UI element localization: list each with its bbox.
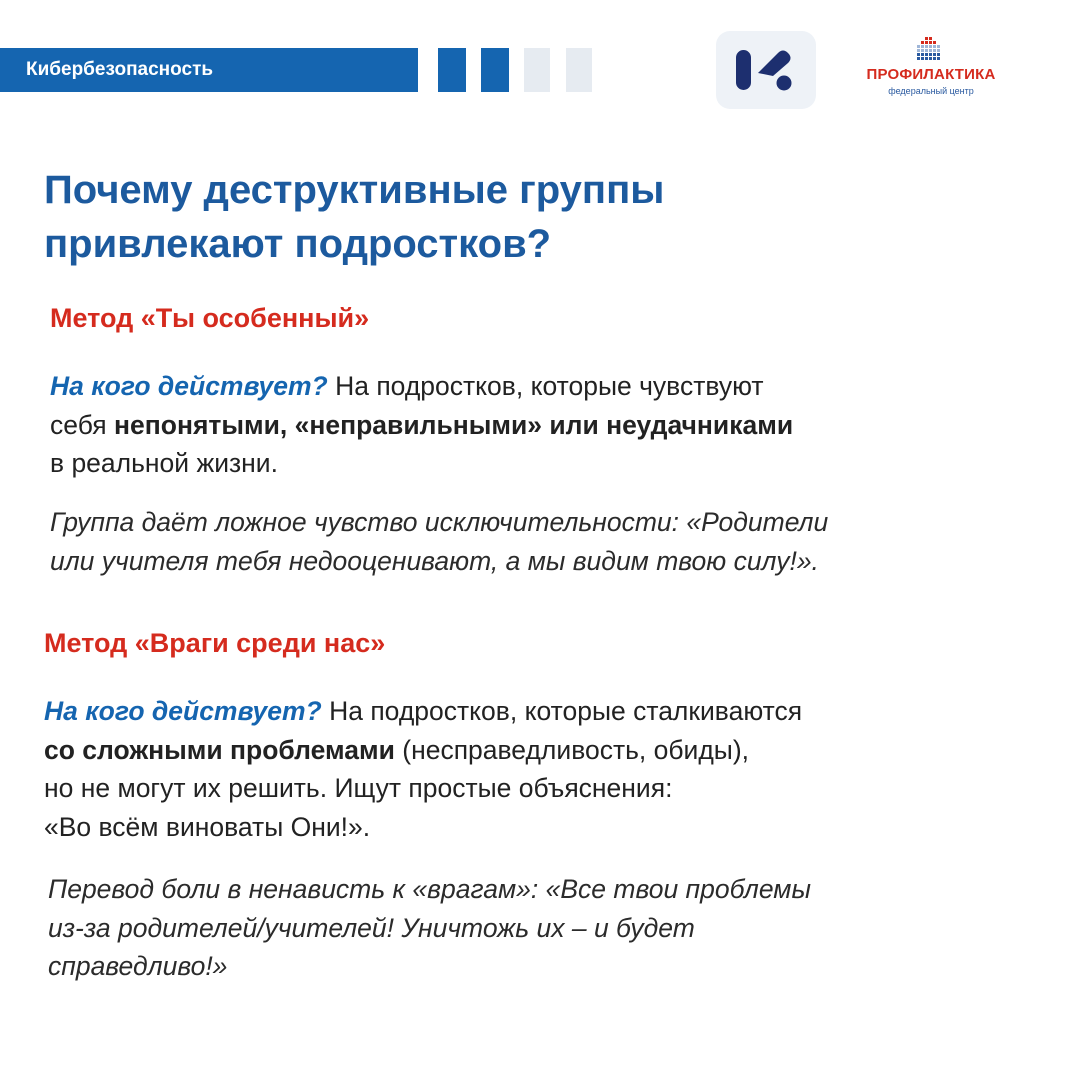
header-block-3 <box>524 48 550 92</box>
partner-name: ПРОФИЛАКТИКА <box>866 66 996 83</box>
method-2-heading: Метод «Враги среди нас» <box>44 628 386 658</box>
method-1-line-2-prefix: себя <box>50 409 114 440</box>
topic-banner <box>0 48 418 92</box>
method-1-bold-text: непонятыми, «неправильными» или неудачниками <box>114 409 794 440</box>
method-2-question: На кого действует? <box>44 696 322 726</box>
method-2-bold-text: со сложными проблемами <box>44 734 395 765</box>
method-2-line-2-text: (несправедливость, обиды), <box>394 734 750 765</box>
method-2-quote-line-2: из-за родителей/учителей! Уничтожь их – и будет <box>48 912 695 943</box>
method-1-heading: Метод «Ты особенный» <box>50 303 370 333</box>
header-block-4 <box>566 48 592 92</box>
topic-label: Кибербезопасность <box>26 59 214 80</box>
header-block-1 <box>438 48 466 92</box>
method-1-question: На кого действует? <box>50 371 328 401</box>
method-1-quote-line-1: Группа даёт ложное чувство исключительности: «Родители <box>50 507 829 537</box>
header-block-2 <box>481 48 509 92</box>
method-2-quote <box>48 870 811 986</box>
partner-subtitle: федеральный центр <box>888 86 974 96</box>
method-1-line-3: в реальной жизни. <box>50 448 278 478</box>
k-logo-icon <box>716 31 816 109</box>
method-2-line-2 <box>44 731 802 770</box>
method-1-quote-line-2: или учителя тебя недооценивают, а мы видим твою силу!». <box>50 545 819 576</box>
grid-mark-icon <box>912 37 948 65</box>
page-title-line-1: Почему деструктивные группы <box>44 168 665 212</box>
method-2-line-1 <box>44 692 802 731</box>
method-2-line-4: «Во всём виноваты Они!». <box>44 811 371 842</box>
page-title-line-2: привлекают подростков? <box>44 222 552 266</box>
page-title <box>44 163 1044 271</box>
method-1-line-1-text: На подростков, которые чувствуют <box>327 371 764 401</box>
method-2-quote-line-3: справедливо!» <box>48 951 228 981</box>
method-2-line-1-text: На подростков, которые сталкиваются <box>321 696 803 726</box>
method-1-audience <box>50 367 793 483</box>
method-1-line-2 <box>50 406 793 445</box>
method-2-quote-line-1: Перевод боли в ненависть к «врагам»: «Все твои проблемы <box>48 874 811 904</box>
method-1-quote <box>50 503 828 580</box>
method-1-line-1 <box>50 367 793 406</box>
method-2-line-3: но не могут их решить. Ищут простые объяснения: <box>44 773 673 803</box>
method-2-audience <box>44 692 802 846</box>
